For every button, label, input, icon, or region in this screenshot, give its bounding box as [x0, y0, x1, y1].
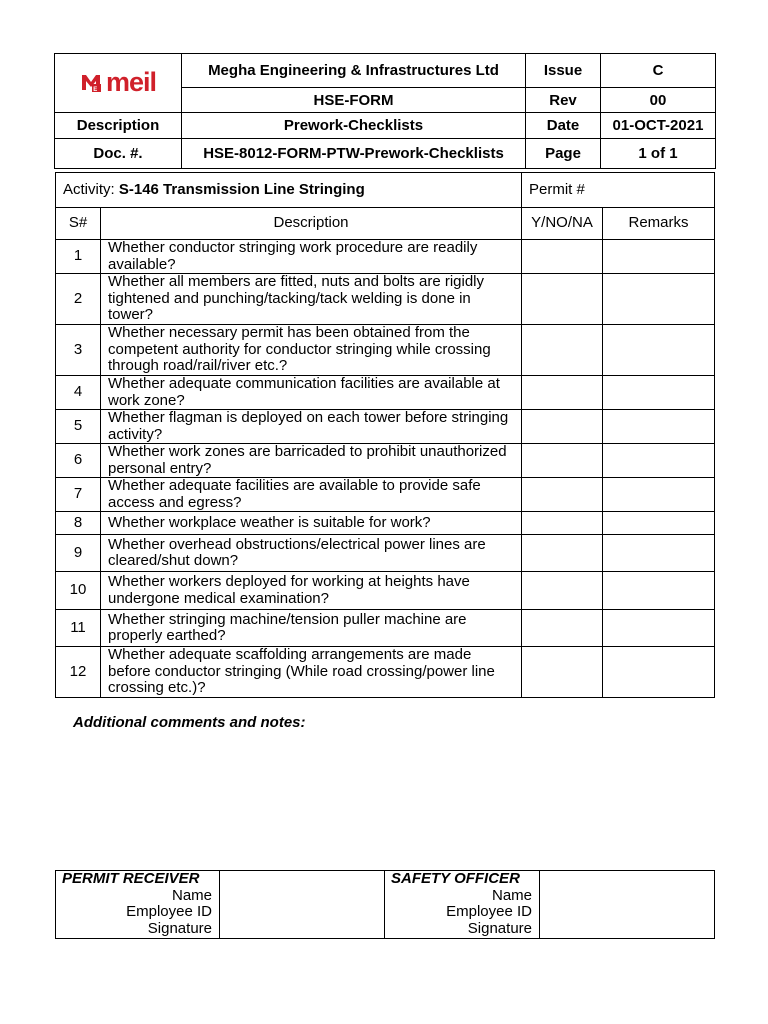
row-remarks-cell[interactable]: [603, 325, 715, 376]
row-remarks-cell[interactable]: [603, 572, 715, 610]
receiver-employee-id-label: Employee ID: [126, 903, 212, 920]
receiver-entry-cell[interactable]: [220, 871, 385, 939]
page-label: Page: [526, 139, 601, 169]
row-number: 9: [56, 535, 101, 572]
row-answer-cell[interactable]: [522, 240, 603, 274]
rev-label: Rev: [526, 88, 601, 113]
row-remarks-cell[interactable]: [603, 478, 715, 512]
row-number: 7: [56, 478, 101, 512]
checklist-table: [55, 172, 715, 698]
row-question: Whether adequate communication facilities are available at work zone?: [101, 376, 522, 410]
table-row: [56, 240, 715, 274]
row-answer-cell[interactable]: [522, 478, 603, 512]
rev-value: 00: [601, 88, 716, 113]
form-type: HSE-FORM: [182, 88, 526, 113]
row-number: 1: [56, 240, 101, 274]
activity-cell: [56, 173, 522, 208]
row-question: Whether necessary permit has been obtained from the competent authority for conductor stringing while crossing through road/rail/river etc.?: [101, 325, 522, 376]
row-question: Whether conductor stringing work procedure are readily available?: [101, 240, 522, 274]
date-label: Date: [526, 113, 601, 139]
receiver-signature-label: Signature: [147, 919, 212, 937]
permit-receiver-title: PERMIT RECEIVER: [62, 870, 200, 887]
company-name: Megha Engineering & Infrastructures Ltd: [182, 54, 526, 88]
header-table: [54, 53, 716, 169]
permit-cell[interactable]: [522, 173, 715, 208]
row-question: Whether overhead obstructions/electrical power lines are cleared/shut down?: [101, 535, 522, 572]
officer-entry-cell[interactable]: [540, 871, 715, 939]
description-label: Description: [55, 113, 182, 139]
col-header-description: Description: [101, 208, 522, 240]
row-question: Whether stringing machine/tension puller machine are properly earthed?: [101, 610, 522, 647]
table-row: [56, 410, 715, 444]
row-answer-cell[interactable]: [522, 274, 603, 325]
date-value: 01-OCT-2021: [601, 113, 716, 139]
officer-name-label: Name: [491, 886, 532, 904]
additional-notes-label: Additional comments and notes:: [73, 714, 306, 731]
signature-table: [55, 870, 715, 939]
row-question: Whether workplace weather is suitable for work?: [101, 512, 522, 535]
col-header-sno: S#: [56, 208, 101, 240]
doc-value: HSE-8012-FORM-PTW-Prework-Checklists: [182, 139, 526, 169]
activity-label: Activity:: [63, 180, 115, 198]
logo-wordmark: meil: [105, 66, 157, 97]
activity-value: S-146 Transmission Line Stringing: [118, 180, 365, 198]
svg-text:E: E: [93, 87, 98, 94]
table-row: [56, 274, 715, 325]
row-remarks-cell[interactable]: [603, 240, 715, 274]
row-answer-cell[interactable]: [522, 572, 603, 610]
officer-signature-label: Signature: [467, 919, 532, 937]
table-row: [56, 572, 715, 610]
row-remarks-cell[interactable]: [603, 376, 715, 410]
meil-logo-icon: [80, 71, 102, 93]
row-number: 2: [56, 274, 101, 325]
page-value: 1 of 1: [601, 139, 716, 169]
table-row: [56, 647, 715, 698]
row-answer-cell[interactable]: [522, 376, 603, 410]
officer-employee-id-label: Employee ID: [446, 903, 532, 920]
row-number: 8: [56, 512, 101, 535]
row-answer-cell[interactable]: [522, 535, 603, 572]
logo-cell: [55, 54, 182, 113]
row-answer-cell[interactable]: [522, 325, 603, 376]
col-header-remarks: Remarks: [603, 208, 715, 240]
issue-value: C: [601, 54, 716, 88]
table-row: [56, 512, 715, 535]
safety-officer-title: SAFETY OFFICER: [391, 870, 520, 887]
table-row: [56, 444, 715, 478]
row-answer-cell[interactable]: [522, 512, 603, 535]
row-number: 10: [56, 572, 101, 610]
col-header-answer: Y/NO/NA: [522, 208, 603, 240]
row-number: 12: [56, 647, 101, 698]
row-remarks-cell[interactable]: [603, 535, 715, 572]
permit-label: Permit #: [529, 180, 585, 198]
row-number: 3: [56, 325, 101, 376]
table-row: [56, 610, 715, 647]
table-row: [56, 535, 715, 572]
row-question: Whether adequate scaffolding arrangements are made before conductor stringing (While road crossing/power line crossing etc.)?: [101, 647, 522, 698]
table-row: [56, 325, 715, 376]
table-row: [56, 478, 715, 512]
row-remarks-cell[interactable]: [603, 512, 715, 535]
row-number: 6: [56, 444, 101, 478]
company-logo: [80, 66, 157, 97]
row-number: 11: [56, 610, 101, 647]
row-question: Whether all members are fitted, nuts and bolts are rigidly tightened and punching/tacking/tack welding is done in tower?: [101, 274, 522, 325]
permit-receiver-block: [56, 871, 220, 939]
row-answer-cell[interactable]: [522, 410, 603, 444]
row-remarks-cell[interactable]: [603, 647, 715, 698]
row-question: Whether work zones are barricaded to prohibit unauthorized personal entry?: [101, 444, 522, 478]
issue-label: Issue: [526, 54, 601, 88]
row-number: 5: [56, 410, 101, 444]
row-remarks-cell[interactable]: [603, 444, 715, 478]
row-question: Whether adequate facilities are available to provide safe access and egress?: [101, 478, 522, 512]
row-remarks-cell[interactable]: [603, 610, 715, 647]
description-value: Prework-Checklists: [182, 113, 526, 139]
row-answer-cell[interactable]: [522, 444, 603, 478]
row-question: Whether workers deployed for working at heights have undergone medical examination?: [101, 572, 522, 610]
row-remarks-cell[interactable]: [603, 274, 715, 325]
receiver-name-label: Name: [171, 886, 212, 904]
row-remarks-cell[interactable]: [603, 410, 715, 444]
row-number: 4: [56, 376, 101, 410]
row-answer-cell[interactable]: [522, 647, 603, 698]
table-row: [56, 376, 715, 410]
row-question: Whether flagman is deployed on each tower before stringing activity?: [101, 410, 522, 444]
doc-label: Doc. #.: [55, 139, 182, 169]
safety-officer-block: [385, 871, 540, 939]
row-answer-cell[interactable]: [522, 610, 603, 647]
